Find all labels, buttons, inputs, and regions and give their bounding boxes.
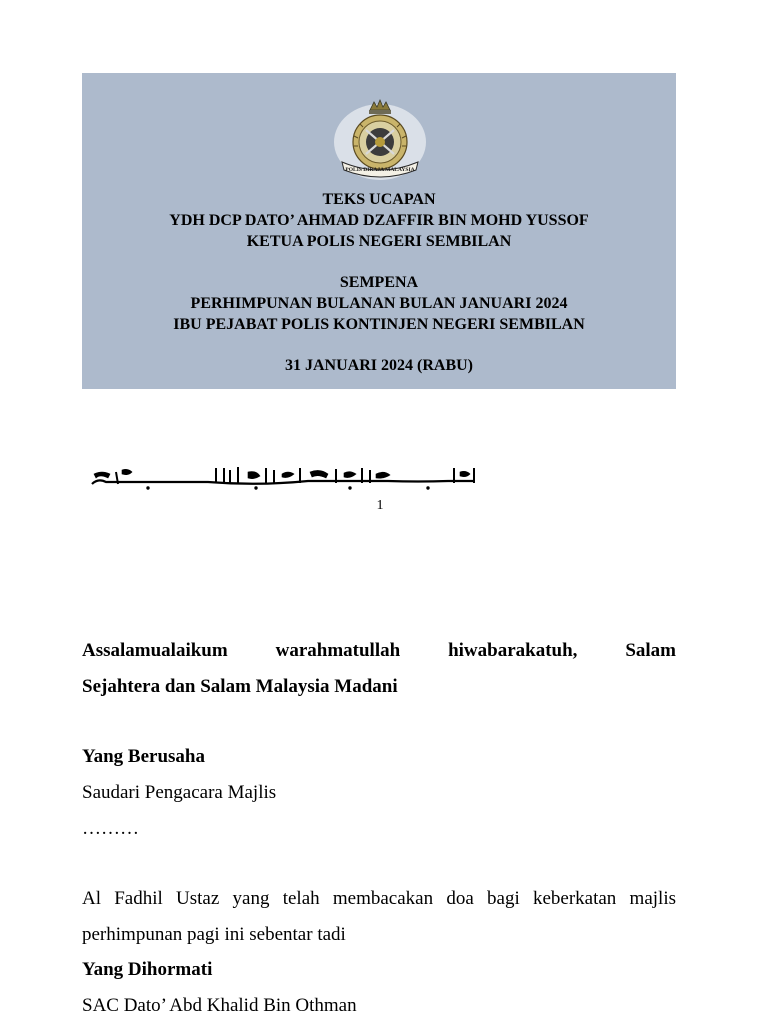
fadhil-paragraph	[82, 881, 676, 953]
greeting-line-1: Assalamualaikum warahmatullah hiwabarakatuh, Salam	[82, 640, 676, 661]
speaker-position: KETUA POLIS NEGERI SEMBILAN	[246, 232, 512, 250]
dihormati-name: SAC Dato’ Abd Khalid Bin Othman	[82, 995, 357, 1016]
event-venue: IBU PEJABAT POLIS KONTINJEN NEGERI SEMBILAN	[173, 315, 585, 333]
greeting-line-2: Sejahtera dan Salam Malaysia Madani	[82, 676, 398, 697]
speech-title: TEKS UCAPAN	[322, 191, 436, 208]
occasion-label: SEMPENA	[339, 274, 419, 291]
police-crest-icon	[330, 96, 430, 180]
occasion-group	[82, 273, 676, 335]
berusaha-heading: Yang Berusaha	[82, 746, 205, 767]
basmalah-calligraphy-icon	[88, 464, 482, 492]
fadhil-line-2: perhimpunan pagi ini sebentar tadi	[82, 924, 346, 945]
fadhil-line-1: Al Fadhil Ustaz yang telah membacakan doa bagi keberkatan majlis	[82, 888, 676, 909]
berusaha-name: Saudari Pengacara Majlis	[82, 782, 277, 803]
event-date: 31 JANUARI 2024 (RABU)	[285, 357, 473, 374]
speaker-name: YDH DCP DATO’ AHMAD DZAFFIR BIN MOHD YUSSOF	[169, 211, 589, 229]
emblem-motto: POLIS DIRAJA MALAYSIA	[345, 167, 415, 173]
dihormati-heading: Yang Dihormati	[82, 959, 213, 980]
event-name: PERHIMPUNAN BULANAN BULAN JANUARI 2024	[190, 294, 568, 312]
footnote-marker: 1	[376, 498, 384, 513]
greeting	[82, 633, 676, 705]
title-group	[82, 190, 676, 252]
berusaha-ellipsis: ………	[82, 818, 139, 839]
